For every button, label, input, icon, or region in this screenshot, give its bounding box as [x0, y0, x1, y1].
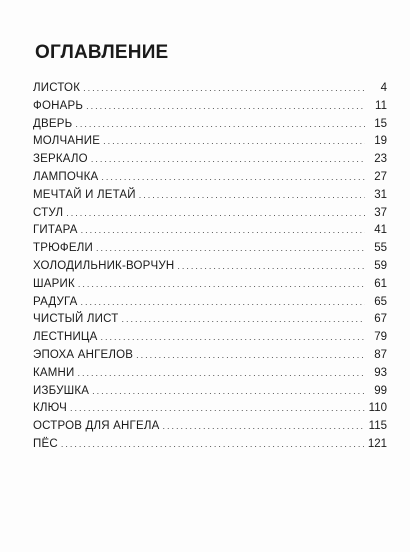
- dot-leader: [78, 276, 365, 294]
- toc-entry-title: ТРЮФЕЛИ: [33, 242, 93, 255]
- dot-leader: [78, 365, 365, 383]
- dot-leader: [81, 294, 365, 312]
- toc-entry-page: 79: [374, 331, 387, 344]
- toc-entry-title: МЕЧТАЙ И ЛЕТАЙ: [33, 188, 136, 201]
- dot-leader: [86, 98, 365, 116]
- dot-leader: [136, 347, 365, 365]
- toc-entry: [33, 436, 387, 454]
- toc-entry-title: ХОЛОДИЛЬНИК-ВОРЧУН: [33, 259, 175, 272]
- toc-entry-page: 37: [374, 206, 387, 219]
- toc-entry-page: 93: [374, 366, 387, 379]
- toc-entry-title: ГИТАРА: [33, 224, 78, 237]
- dot-leader: [61, 436, 364, 454]
- toc-entry-page: 55: [374, 242, 387, 255]
- toc-entry-page: 65: [374, 295, 387, 308]
- toc-entry-page: 87: [374, 348, 387, 361]
- toc-entry-title: РАДУГА: [33, 295, 78, 308]
- dot-leader: [101, 169, 365, 187]
- toc-entry-title: ДВЕРЬ: [33, 117, 73, 130]
- toc-entry-page: 59: [374, 259, 387, 272]
- toc-entry: [33, 365, 387, 383]
- toc-entry-page: 41: [374, 224, 387, 237]
- toc-entry: [33, 116, 387, 134]
- toc-entry-page: 23: [374, 153, 387, 166]
- toc-entry: [33, 133, 387, 151]
- toc-entry-title: ЛИСТОК: [33, 82, 81, 94]
- toc-entry: [33, 205, 387, 223]
- toc-entry-title: ЭПОХА АНГЕЛОВ: [33, 348, 134, 361]
- toc-entry-page: 15: [374, 117, 387, 130]
- toc-entry: [33, 80, 387, 98]
- toc-entry: [33, 294, 387, 312]
- toc-entry-page: 19: [374, 135, 387, 148]
- dot-leader: [101, 329, 365, 347]
- toc-entry-title: МОЛЧАНИЕ: [33, 135, 101, 148]
- toc-entry: [33, 169, 387, 187]
- toc-entry-page: 27: [374, 170, 387, 183]
- toc-entry-title: КЛЮЧ: [33, 402, 67, 415]
- table-of-contents: [33, 80, 387, 454]
- toc-entry-title: ПЁС: [33, 437, 58, 450]
- toc-entry: [33, 329, 387, 347]
- toc-entry-title: ЛАМПОЧКА: [33, 170, 99, 183]
- toc-entry: [33, 187, 387, 205]
- dot-leader: [83, 80, 365, 98]
- dot-leader: [121, 311, 365, 329]
- toc-entry: [33, 400, 387, 418]
- toc-entry-page: 4: [380, 82, 387, 94]
- dot-leader: [66, 205, 365, 223]
- dot-leader: [103, 133, 365, 151]
- dot-leader: [70, 400, 365, 418]
- toc-entry-title: ФОНАРЬ: [33, 99, 84, 112]
- toc-entry-title: ЧИСТЫЙ ЛИСТ: [33, 313, 119, 326]
- toc-entry: [33, 347, 387, 365]
- toc-entry-title: ЗЕРКАЛО: [33, 153, 88, 166]
- toc-entry-page: 11: [375, 99, 387, 112]
- dot-leader: [177, 258, 365, 276]
- toc-entry: [33, 240, 387, 258]
- toc-entry-page: 61: [374, 277, 387, 290]
- toc-entry-page: 67: [374, 313, 387, 326]
- page-title: ОГЛАВЛЕНИЕ: [35, 42, 169, 63]
- toc-entry-title: ОСТРОВ ДЛЯ АНГЕЛА: [33, 420, 160, 433]
- dot-leader: [162, 418, 364, 436]
- dot-leader: [92, 383, 365, 401]
- toc-entry-page: 99: [374, 384, 387, 397]
- toc-entry-title: СТУЛ: [33, 206, 64, 219]
- dot-leader: [139, 187, 365, 205]
- toc-entry: [33, 258, 387, 276]
- toc-entry-page: 121: [367, 437, 387, 450]
- toc-entry-page: 110: [368, 402, 387, 415]
- dot-leader: [75, 116, 365, 134]
- dot-leader: [96, 240, 365, 258]
- toc-entry-title: ШАРИК: [33, 277, 75, 290]
- toc-entry: [33, 311, 387, 329]
- toc-entry-title: ИЗБУШКА: [33, 384, 90, 397]
- toc-entry: [33, 418, 387, 436]
- dot-leader: [81, 222, 365, 240]
- toc-entry-page: 31: [374, 188, 387, 201]
- toc-entry: [33, 276, 387, 294]
- toc-entry: [33, 222, 387, 240]
- toc-entry: [33, 98, 387, 116]
- toc-entry-title: ЛЕСТНИЦА: [33, 331, 98, 344]
- toc-entry-title: КАМНИ: [33, 366, 75, 379]
- toc-entry: [33, 383, 387, 401]
- toc-entry: [33, 151, 387, 169]
- dot-leader: [91, 151, 365, 169]
- toc-entry-page: 115: [368, 420, 387, 433]
